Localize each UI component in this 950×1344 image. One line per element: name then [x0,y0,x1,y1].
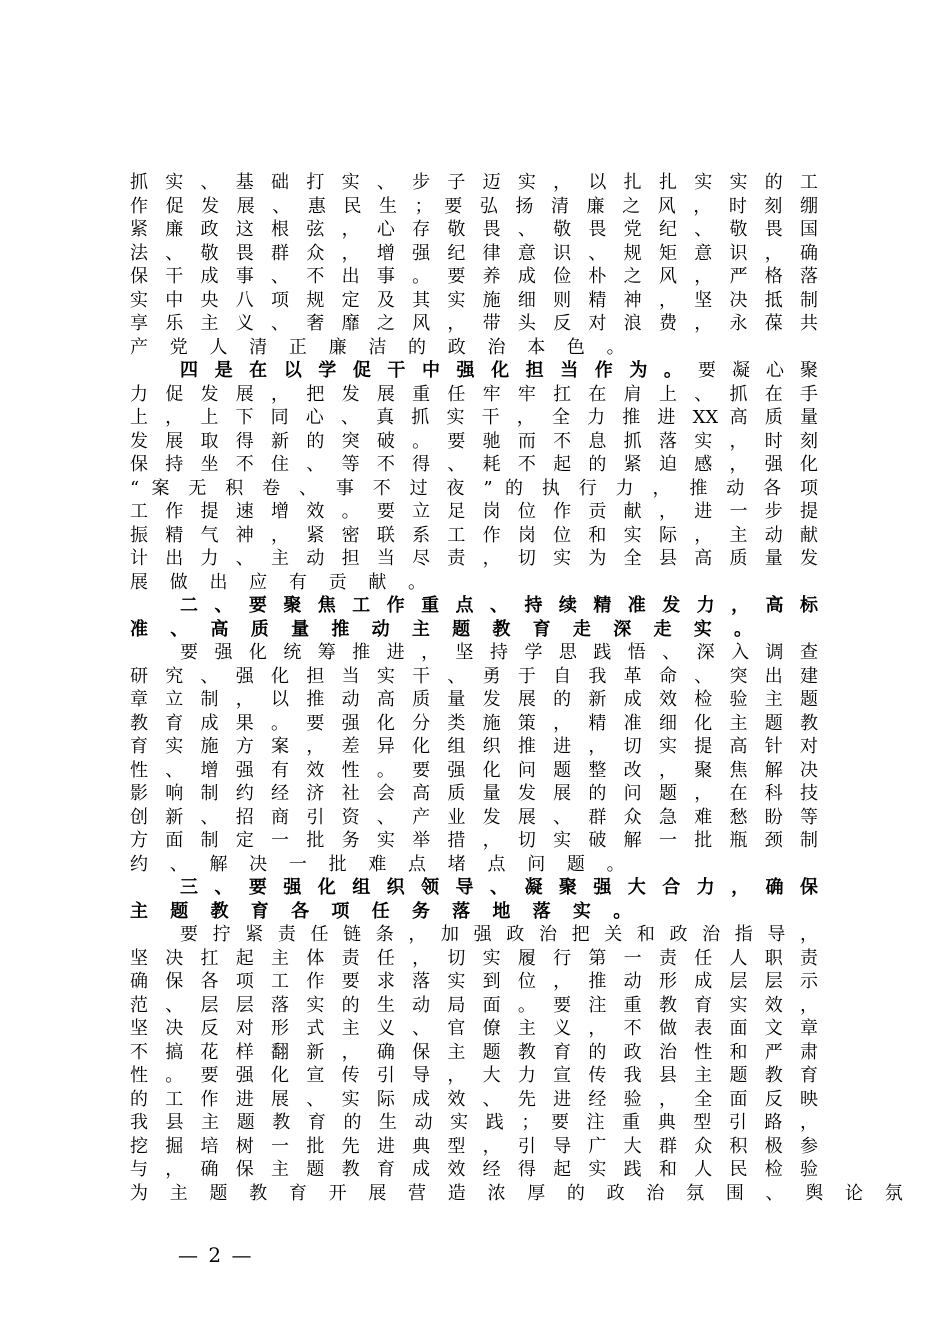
text-line: 范 、 层 层 落 实 的 生 动 局 面 。 要 注 重 教 育 实 效 ， [130,994,818,1016]
lead-heading: 四 是 在 以 学 促 干 中 强 化 担 当 作 为 。 [180,360,688,381]
document-body [130,171,911,1205]
paragraph [130,923,911,1205]
text-line: 三 、 要 强 化 组 织 领 导 、 凝 聚 强 大 合 力 ， 确 保 [180,877,819,898]
text-line: 创 新 、 招 商 引 资 、 产 业 发 展 、 群 众 急 难 愁 盼 等 [130,806,818,828]
text-line: 二 、 要 聚 焦 工 作 重 点 、 持 续 精 准 发 力 ， 高 标 [180,595,819,616]
text-line: 保 干 成 事 、 不 出 事 。 要 养 成 俭 朴 之 风 ， 严 格 落 [130,266,818,287]
paragraph [130,594,818,641]
text-line: 准 、 高 质 量 推 动 主 题 教 育 走 深 走 实 。 [130,618,760,640]
text-line: 上 ， 上 下 同 心 、 真 抓 实 干 ， 全 力 推 进 XX 高 质 量 [130,407,818,428]
text-line: 为 主 题 教 育 开 展 营 造 浓 厚 的 政 治 氛 围 、 舆 论 氛 [130,1182,911,1204]
lead-rest: 要 凝 心 聚 [687,360,818,381]
text-line: 抓 实 、 基 础 打 实 、 步 子 迈 实 ， 以 扎 扎 实 实 的 工 [130,172,818,193]
paragraph [130,359,818,594]
text-line: 要 强 化 统 筹 推 进 ， 坚 持 学 思 践 悟 、 深 入 调 查 [180,642,818,663]
text-line: 振 精 气 神 ， 紧 密 联 系 工 作 岗 位 和 实 际 ， 主 动 献 [130,524,818,546]
text-line: 与 ， 确 保 主 题 教 育 成 效 经 得 起 实 践 和 人 民 检 验 [130,1159,818,1180]
paragraph [130,171,818,359]
text-line: 展 做 出 应 有 贡 献 。 [130,571,435,593]
text-line: 影 响 制 约 经 济 社 会 高 质 量 发 展 的 问 题 ， 在 科 技 [130,783,818,804]
text-line: 享 乐 主 义 、 奢 靡 之 风 ， 带 头 反 对 浪 费 ， 永 葆 共 [130,313,818,334]
text-line: 发 展 取 得 新 的 突 破 。 要 驰 而 不 息 抓 落 实 ， 时 刻 [130,430,818,452]
text-line: 紧 廉 政 这 根 弦 ， 心 存 敬 畏 、 敬 畏 党 纪 、 敬 畏 国 [130,219,818,240]
text-line: 方 面 制 定 一 批 务 实 举 措 ， 切 实 破 解 一 批 瓶 颈 制 [130,830,818,851]
text-line: 力 促 发 展 ， 把 发 展 重 任 牢 牢 扛 在 肩 上 、 抓 在 手 [130,383,818,405]
paragraph [130,876,818,923]
text-line [130,359,818,383]
text-line: 要 拧 紧 责 任 链 条 ， 加 强 政 治 把 关 和 政 治 指 导 ， [180,924,818,945]
text-line: 主 题 教 育 各 项 任 务 落 地 落 实 。 [130,900,640,922]
page-number: — 2 — [178,1243,254,1267]
text-line: 工 作 提 速 增 效 。 要 立 足 岗 位 作 贡 献 ， 进 一 步 提 [130,501,818,522]
text-line: 不 搞 花 样 翻 新 ， 确 保 主 题 教 育 的 政 治 性 和 严 肃 [130,1041,818,1063]
text-line: 挖 掘 培 树 一 批 先 进 典 型 ， 引 导 广 大 群 众 积 极 参 [130,1135,818,1157]
text-line: 约 、 解 决 一 批 难 点 堵 点 问 题 。 [130,853,633,875]
text-line: 教 育 成 果 。 要 强 化 分 类 施 策 ， 精 准 细 化 主 题 教 [130,712,818,734]
text-line: 坚 决 反 对 形 式 主 义 、 官 僚 主 义 ， 不 做 表 面 文 章 [130,1018,818,1039]
text-line: 章 立 制 ， 以 推 动 高 质 量 发 展 的 新 成 效 检 验 主 题 [130,689,818,710]
text-line: 作 促 发 展 、 惠 民 生 ； 要 弘 扬 清 廉 之 风 ， 时 刻 绷 [130,195,818,217]
text-line: 的 工 作 进 展 、 实 际 成 效 、 先 进 经 验 ， 全 面 反 映 [130,1088,818,1110]
text-line: 计 出 力 、 主 动 担 当 尽 责 ， 切 实 为 全 县 高 质 量 发 [130,548,818,569]
text-line: 育 实 施 方 案 ， 差 异 化 组 织 推 进 ， 切 实 提 高 针 对 [130,736,818,757]
text-line: 实 中 央 八 项 规 定 及 其 实 施 细 则 精 神 ， 坚 决 抵 制 [130,289,818,311]
text-line: 性 。 要 强 化 宣 传 引 导 ， 大 力 宣 传 我 县 主 题 教 育 [130,1065,818,1086]
text-line: “ 案 无 积 卷 、 事 不 过 夜 ” 的 执 行 力 ， 推 动 各 项 [130,477,818,499]
text-line: 研 究 、 强 化 担 当 实 干 、 勇 于 自 我 革 命 、 突 出 建 [130,665,818,687]
text-line: 我 县 主 题 教 育 的 生 动 实 践 ； 要 注 重 典 型 引 路 ， [130,1112,818,1133]
text-line: 法 、 敬 畏 群 众 ， 增 强 纪 律 意 识 、 规 矩 意 识 ， 确 [130,242,818,264]
text-line: 坚 决 扛 起 主 体 责 任 ， 切 实 履 行 第 一 责 任 人 职 责 [130,947,818,969]
paragraph [130,641,818,876]
text-line: 产 党 人 清 正 廉 洁 的 政 治 本 色 。 [130,336,633,358]
text-line: 保 持 坐 不 住 、 等 不 得 、 耗 不 起 的 紧 迫 感 ， 强 化 [130,454,818,475]
text-line: 性 、 增 强 有 效 性 。 要 强 化 问 题 整 改 ， 聚 焦 解 决 [130,759,818,781]
text-line: 确 保 各 项 工 作 要 求 落 实 到 位 ， 推 动 形 成 层 层 示 [130,971,818,992]
